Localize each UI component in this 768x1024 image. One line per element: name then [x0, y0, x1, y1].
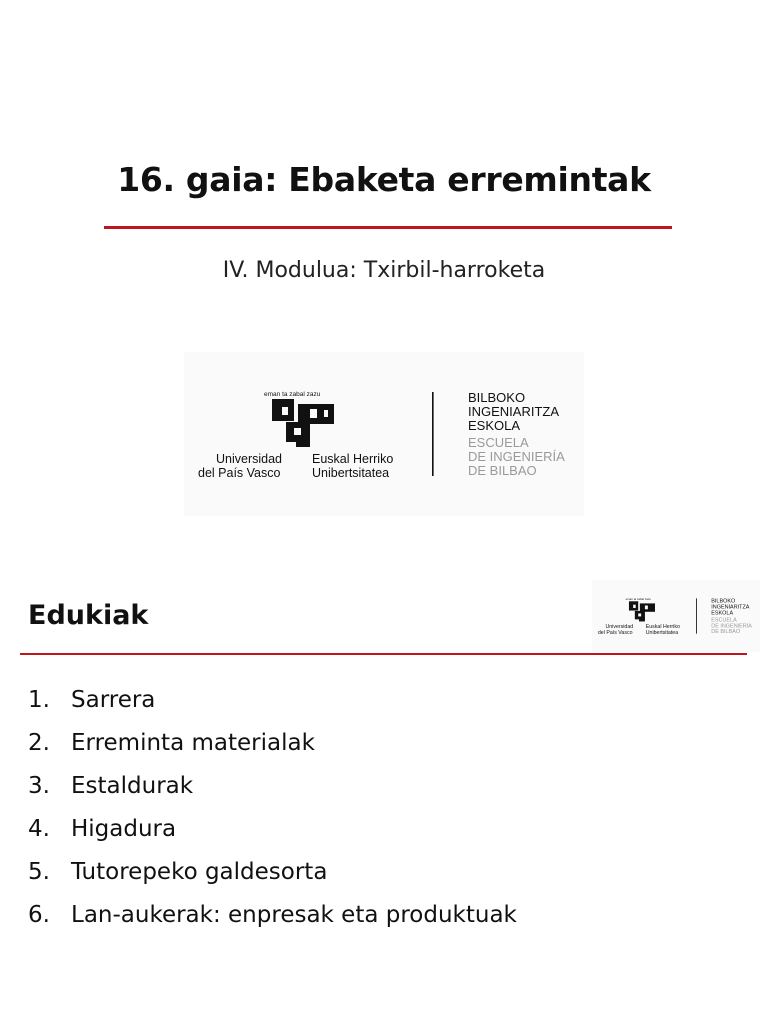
contents-heading: Edukiak — [28, 600, 149, 631]
tree-emblem-small-icon — [629, 601, 655, 621]
logo-school-eu-3: ESKOLA — [468, 418, 521, 433]
logo-small-school-eu-2: INGENIARITZA — [711, 604, 750, 611]
list-item — [28, 897, 517, 940]
logo-motto: eman ta zabal zazu — [264, 391, 321, 398]
list-item-label: Tutorepeko galdesorta — [71, 859, 328, 885]
logo-school-eu-1: BILBOKO — [468, 390, 526, 405]
list-item — [28, 854, 517, 897]
list-item-label: Erreminta materialak — [71, 730, 315, 756]
list-item — [28, 768, 517, 811]
logo-small-univ-eu-2: Unibertsitatea — [645, 630, 679, 637]
list-item — [28, 811, 517, 854]
logo-univ-eu-2: Unibertsitatea — [312, 466, 390, 480]
list-item-label: Lan-aukerak: enpresak eta produktuak — [71, 902, 517, 928]
list-item-label: Sarrera — [71, 687, 156, 713]
contents-slide — [0, 560, 768, 1024]
list-item-label: Estaldurak — [71, 773, 194, 799]
logo-small-univ-eu-1: Euskal Herriko — [645, 624, 680, 631]
list-item-number: 3. — [28, 773, 50, 799]
university-logo — [184, 352, 584, 516]
logo-small-school-eu-3: ESKOLA — [711, 610, 734, 617]
list-item-label: Higadura — [71, 816, 177, 842]
logo-school-es-3: DE BILBAO — [468, 463, 537, 478]
heading-divider — [20, 653, 747, 655]
logo-small-univ-es-1: Universidad — [605, 624, 634, 631]
logo-univ-eu-1: Euskal Herriko — [312, 452, 394, 466]
slide-subtitle: IV. Modulua: Txirbil-harroketa — [222, 258, 546, 283]
logo-small-motto: eman ta zabal zazu — [625, 597, 651, 602]
contents-list — [28, 682, 517, 940]
list-item-number: 5. — [28, 859, 50, 885]
list-item — [28, 682, 517, 725]
logo-school-eu-2: INGENIARITZA — [468, 404, 560, 419]
logo-univ-es-2: del País Vasco — [198, 466, 281, 480]
list-item-number: 4. — [28, 816, 50, 842]
slide-title: 16. gaia: Ebaketa erremintak — [117, 160, 651, 199]
logo-school-es-2: DE INGENIERÍA — [468, 449, 565, 464]
list-item — [28, 725, 517, 768]
logo-divider — [432, 392, 434, 476]
logo-small-school-es-1: ESCUELA — [711, 617, 737, 624]
logo-school-es-1: ESCUELA — [468, 435, 529, 450]
logo-small-univ-es-2: del País Vasco — [597, 630, 633, 637]
logo-small-divider — [696, 598, 697, 633]
logo-small-school-eu-1: BILBOKO — [711, 598, 736, 605]
logo-small-school-es-3: DE BILBAO — [711, 629, 741, 636]
list-item-number: 6. — [28, 902, 50, 928]
tree-emblem-icon — [272, 399, 334, 447]
university-logo-small — [592, 580, 760, 652]
list-item-number: 1. — [28, 687, 50, 713]
logo-univ-es-1: Universidad — [216, 452, 283, 466]
list-item-number: 2. — [28, 730, 50, 756]
title-divider — [104, 226, 672, 229]
logo-small-school-es-2: DE INGENIERÍA — [711, 623, 752, 630]
